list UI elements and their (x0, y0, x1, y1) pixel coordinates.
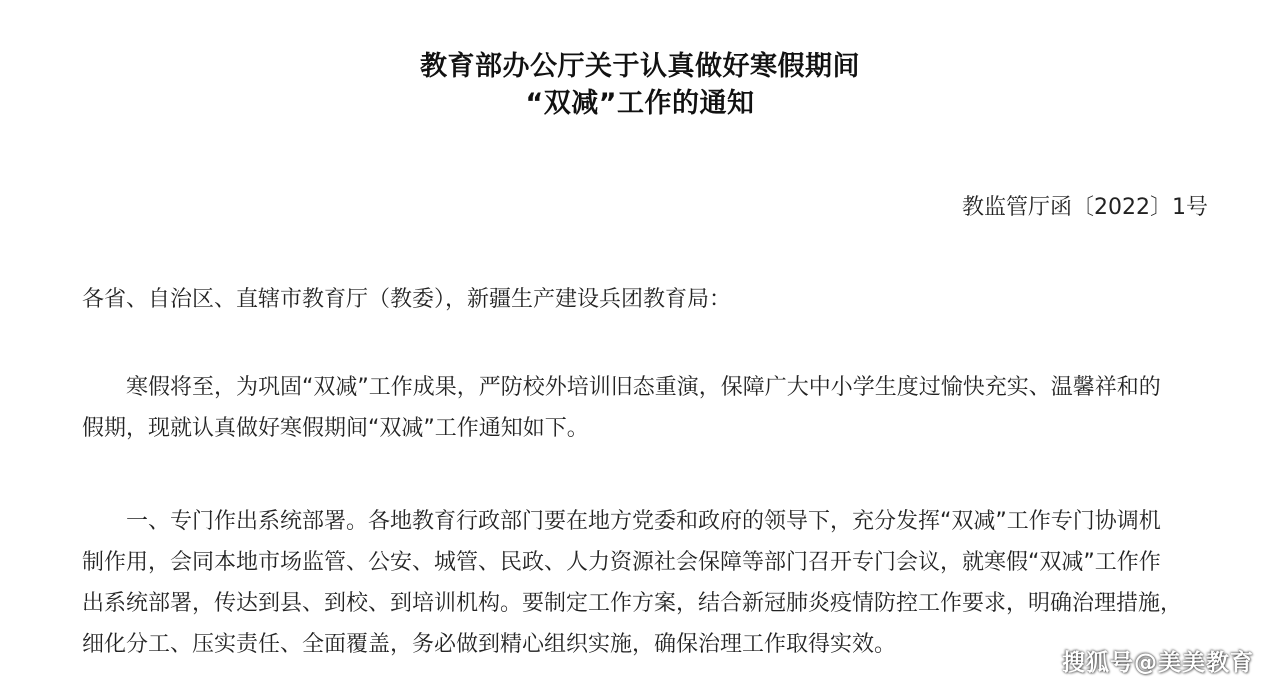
document-number: 教监管厅函〔2022〕1号 (962, 195, 1208, 220)
salutation: 各省、自治区、直辖市教育厅（教委），新疆生产建设兵团教育局： (82, 287, 732, 312)
paragraph-line: 一、专门作出系统部署。各地教育行政部门要在地方党委和政府的领导下，充分发挥“双减”工作专门协调机 (126, 509, 1161, 534)
paragraph-line: 假期，现就认真做好寒假期间“双减”工作通知如下。 (82, 416, 589, 441)
paragraph-line: 制作用，会同本地市场监管、公安、城管、民政、人力资源社会保障等部门召开专门会议，就寒假“双减”工作作 (82, 550, 1161, 575)
paragraph-intro (82, 367, 1202, 449)
notice-title-line-2: “双减”工作的通知 (525, 88, 755, 119)
paragraph-section-1 (82, 501, 1202, 665)
notice-title-line-1: 教育部办公厅关于认真做好寒假期间 (420, 51, 860, 82)
paragraph-line: 细化分工、压实责任、全面覆盖，务必做到精心组织实施，确保治理工作取得实效。 (82, 632, 897, 657)
source-watermark: 搜狐号@美美教育 (1062, 650, 1254, 676)
paragraph-line: 寒假将至，为巩固“双减”工作成果，严防校外培训旧态重演，保障广大中小学生度过愉快充实、温馨祥和的 (126, 375, 1161, 400)
paragraph-line: 出系统部署，传达到县、到校、到培训机构。要制定工作方案，结合新冠肺炎疫情防控工作要求，明确治理措施， (82, 591, 1183, 616)
